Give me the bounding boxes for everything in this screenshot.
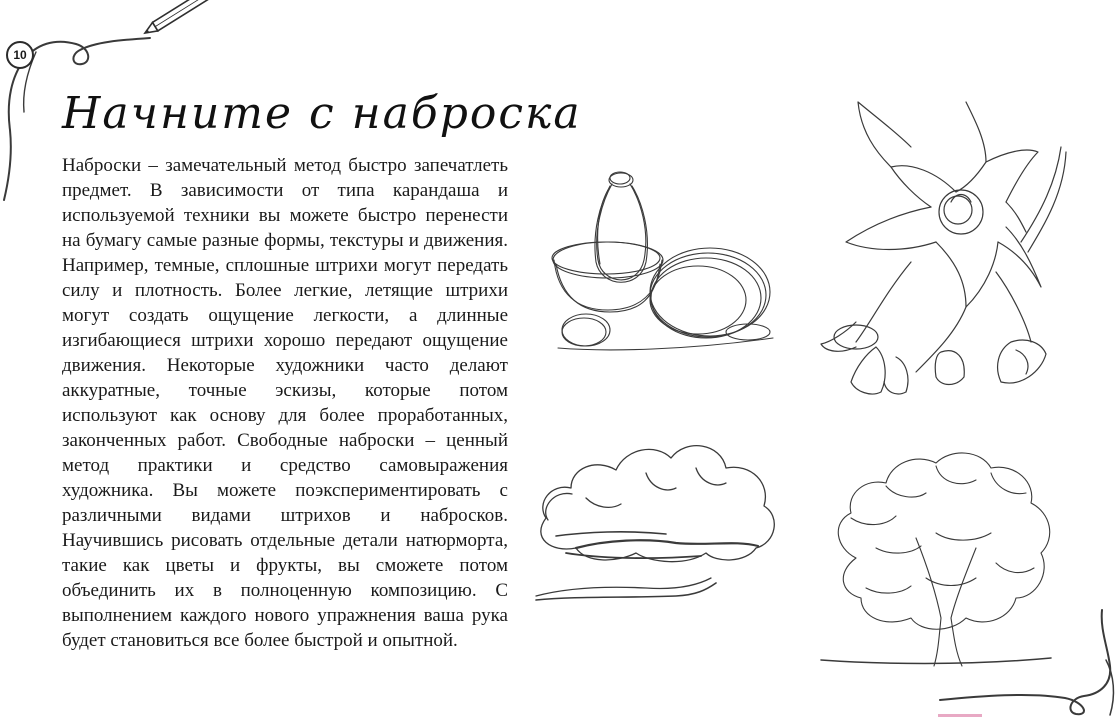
still-life-sketch: [548, 160, 778, 360]
pencil-icon: [142, 0, 217, 37]
accent-mark: [938, 714, 982, 717]
page-title: Начните с наброска: [62, 88, 582, 139]
page-number: 10: [6, 41, 34, 69]
body-paragraph: Наброски – замечательный метод быстро запечатлеть предмет. В зависимости от типа карандаша и используемой техники вы можете быстро перенести на бумагу самые разные формы, текстуры и движения. Например, темные, сплошные штрихи могут передать силу и плотность. Более легкие, летящие штрихи могут создать ощущение легкости, а длинные изгибающиеся штрихи хорошо передают ощущение движения. Некоторые художники часто делают аккуратные, точные эскизы, которые потом используют как основу для более проработанных, законченных работ. Свободные наброски – ценный метод практики и средство самовыражения художника. Вы можете поэкспериментировать с различными видами штрихов и набросков. Научившись рисовать отдельные детали натюрморта, такие как цветы и фрукты, вы сможете потом объединить их в полноценную композицию. С выполнением каждого нового упражнения ваша рука будет становиться все более быстрой и опытной.: [62, 155, 508, 651]
lily-sketch: [816, 92, 1076, 422]
swirl-corner-decoration: [900, 600, 1120, 720]
cloud-sketch: [526, 428, 786, 618]
